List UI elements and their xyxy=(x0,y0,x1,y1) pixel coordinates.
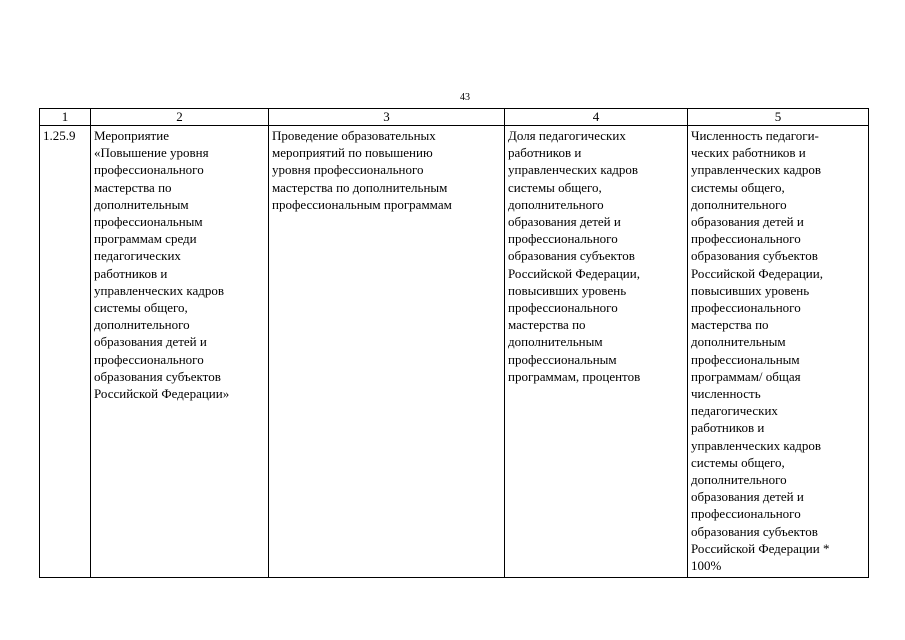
cell-text-line: повысивших уровень xyxy=(508,282,627,298)
cell-text-line: управленческих кадров xyxy=(508,162,638,178)
cell-text-line: работников и xyxy=(691,420,765,436)
cell-text-line: Доля педагогических xyxy=(508,128,626,143)
cell-text-line: Российской Федерации, xyxy=(691,265,823,281)
cell-text-line: системы общего, xyxy=(691,179,785,195)
cell-text-line: образования детей и xyxy=(691,214,804,230)
cell-text-line: программам, процентов xyxy=(508,368,641,384)
cell-text-line: педагогических xyxy=(691,403,778,419)
column-header-1: 1 xyxy=(40,109,91,126)
cell-text-line: управленческих кадров xyxy=(691,162,821,178)
cell-indicator-name xyxy=(505,126,688,578)
cell-text-line: профессиональным xyxy=(508,351,617,367)
cell-text-line: мастерства по xyxy=(508,317,586,333)
page-number: 43 xyxy=(460,92,470,103)
measures-table xyxy=(39,108,869,578)
cell-text-line: образования детей и xyxy=(508,214,621,230)
cell-text-line: профессиональным xyxy=(94,214,203,230)
cell-text-line: уровня профессионального xyxy=(272,162,424,178)
column-header-3: 3 xyxy=(269,109,505,126)
cell-text-line: профессионального xyxy=(691,231,801,247)
cell-text-line: численность xyxy=(691,386,761,402)
cell-text-line: дополнительным xyxy=(94,196,189,212)
cell-item-number xyxy=(40,126,91,578)
cell-text-line: профессионального xyxy=(691,300,801,316)
cell-text-line: Российской Федерации» xyxy=(94,386,230,402)
cell-text-line: программам среди xyxy=(94,231,197,247)
table-body xyxy=(40,126,869,578)
cell-text-line: дополнительного xyxy=(94,317,190,333)
cell-text-line: работников и xyxy=(508,145,582,161)
cell-text-line: Мероприятие xyxy=(94,128,169,143)
table-header xyxy=(40,109,869,126)
cell-text-line: 100% xyxy=(691,558,722,574)
cell-calculation-method xyxy=(688,126,869,578)
cell-text-line: Проведение образовательных xyxy=(272,128,436,143)
cell-text-line: образования детей и xyxy=(94,334,207,350)
cell-text-line: «Повышение уровня xyxy=(94,145,209,161)
cell-text-line: дополнительного xyxy=(691,472,787,488)
cell-text-line: повысивших уровень xyxy=(691,282,810,298)
cell-text-line: дополнительного xyxy=(508,196,604,212)
header-row xyxy=(40,109,869,126)
column-header-5: 5 xyxy=(688,109,869,126)
cell-text-line: профессионального xyxy=(508,300,618,316)
cell-text-line: профессионального xyxy=(94,162,204,178)
cell-text-line: образования субъектов xyxy=(691,523,818,539)
cell-text-line: работников и xyxy=(94,265,168,281)
cell-text-line: дополнительным xyxy=(508,334,603,350)
cell-text-line: управленческих кадров xyxy=(691,437,821,453)
cell-text-line: педагогических xyxy=(94,248,181,264)
cell-text-line: Российской Федерации, xyxy=(508,265,640,281)
cell-text-line: 1.25.9 xyxy=(43,128,76,143)
cell-text-line: профессионального xyxy=(94,351,204,367)
table-row xyxy=(40,126,869,578)
cell-text-line: профессионального xyxy=(691,506,801,522)
cell-text-line: образования детей и xyxy=(691,489,804,505)
cell-text-line: Российской Федерации * xyxy=(691,540,830,556)
cell-text-line: ческих работников и xyxy=(691,145,806,161)
cell-text-line: Численность педагоги- xyxy=(691,128,819,143)
cell-text-line: мастерства по xyxy=(691,317,769,333)
cell-text-line: образования субъектов xyxy=(691,248,818,264)
cell-activity-description xyxy=(269,126,505,578)
cell-text-line: управленческих кадров xyxy=(94,282,224,298)
cell-text-line: профессионального xyxy=(508,231,618,247)
cell-text-line: системы общего, xyxy=(508,179,602,195)
cell-measure-name xyxy=(91,126,269,578)
cell-text-line: дополнительного xyxy=(691,196,787,212)
cell-text-line: мастерства по xyxy=(94,179,172,195)
column-header-2: 2 xyxy=(91,109,269,126)
cell-text-line: программам/ общая xyxy=(691,368,801,384)
cell-text-line: системы общего, xyxy=(691,454,785,470)
cell-text-line: образования субъектов xyxy=(94,368,221,384)
cell-text-line: дополнительным xyxy=(691,334,786,350)
cell-text-line: системы общего, xyxy=(94,300,188,316)
cell-text-line: образования субъектов xyxy=(508,248,635,264)
column-header-4: 4 xyxy=(505,109,688,126)
cell-text-line: профессиональным программам xyxy=(272,196,452,212)
cell-text-line: профессиональным xyxy=(691,351,800,367)
cell-text-line: мероприятий по повышению xyxy=(272,145,433,161)
cell-text-line: мастерства по дополнительным xyxy=(272,179,448,195)
